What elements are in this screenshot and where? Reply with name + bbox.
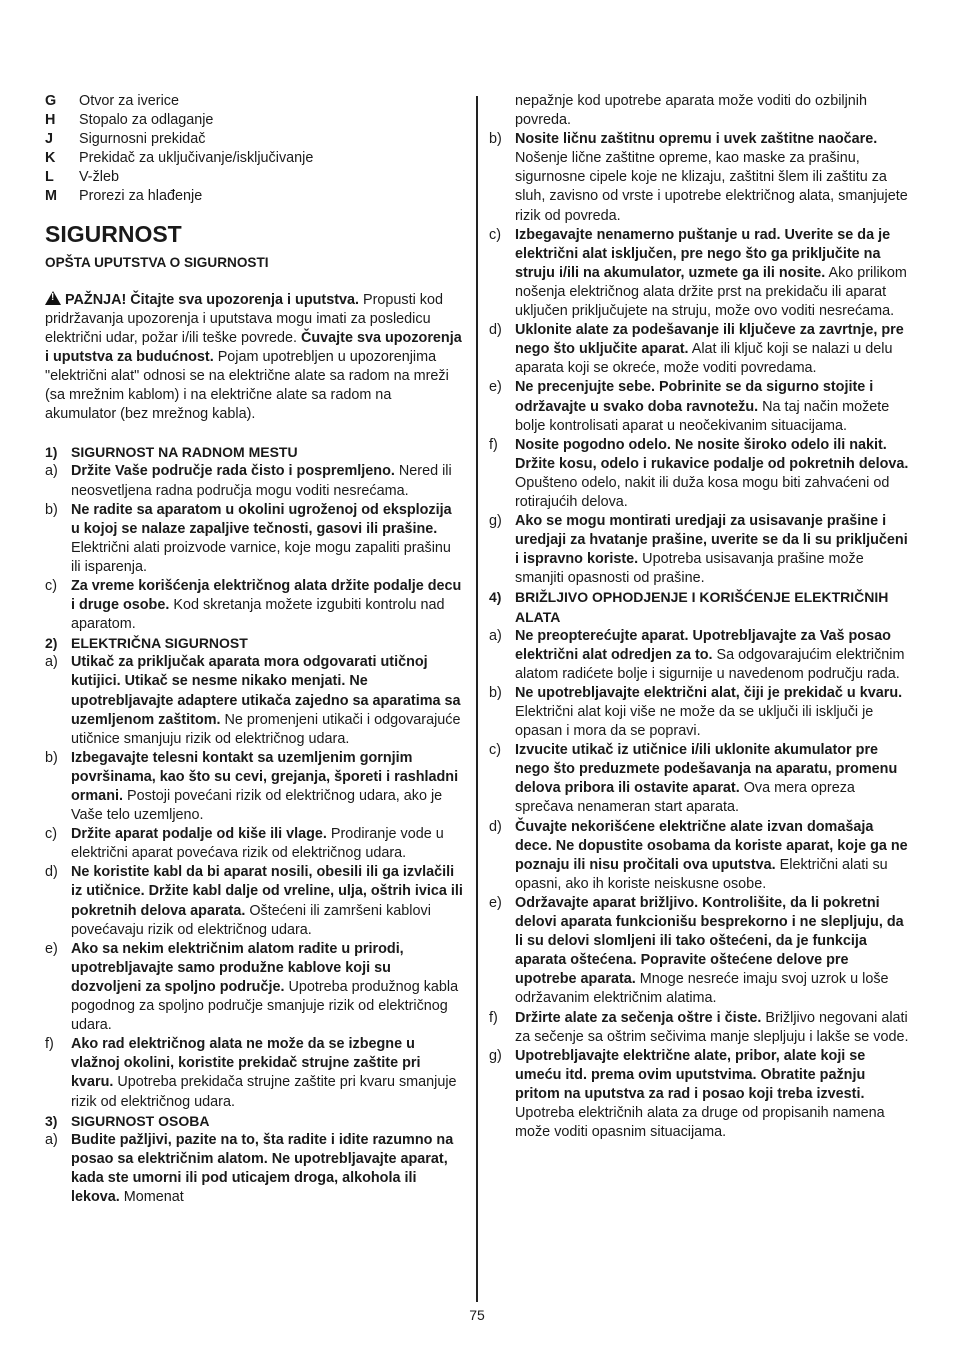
item-body-text: Kod skretanja možete izgubiti kontrolu nad aparatom. [71, 597, 445, 633]
heading-text: SIGURNOST NA RADNOM MESTU [71, 444, 298, 461]
legend-row [45, 92, 463, 111]
spacer [45, 424, 463, 443]
list-item [489, 130, 913, 225]
warning-bold-2: Čuvajte sva upozorenja i uputstva za budućnost. [45, 329, 462, 365]
legend-key: J [45, 131, 54, 148]
item-label: c) [45, 577, 57, 594]
legend-text: Prekidač za uključivanje/isključivanje [79, 150, 314, 167]
item-text [71, 863, 463, 939]
item-body-text: Ova mera opreza sprečava nenameran start aparata. [515, 780, 855, 816]
legend-row [45, 111, 463, 130]
list-item [45, 825, 463, 863]
item-text [515, 1047, 913, 1142]
legend-text: Otvor za iverice [79, 93, 179, 109]
item-body-text: Oštećeni ili zamršeni kablovi povećavaju rizik od električnog udara. [71, 902, 431, 938]
legend-key: H [45, 112, 56, 129]
item-label: a) [45, 463, 58, 480]
item-body-text: Upotreba produžnog kabla pogodnog za spoljno područje smanjuje rizik od električnog udara. [71, 978, 459, 1034]
warning-text-2: Pojam upotrebljen u upozorenjima "električni alat" odnosi se na električne alate sa radom na mreži (sa mrežnim kablom) i na električne alate sa radom na akumulator (bez mrežnog kabla). [45, 348, 449, 423]
item-label: b) [489, 131, 502, 148]
item-label: a) [489, 627, 502, 644]
item-text [515, 1009, 913, 1047]
list-item [45, 1035, 463, 1111]
item-text [71, 1035, 463, 1111]
item-body-text: Postoji povećani rizik od električnog udara, ako je Vaše telo uzemljeno. [71, 788, 443, 824]
item-label: d) [489, 818, 502, 835]
item-bold-text: Izvucite utikač iz utičnice i/ili uklonite akumulator pre nego što preduzmete podešavanja na aparatu, promenu delova pribora ili ostavite aparat. [515, 742, 898, 797]
list-item [489, 741, 913, 817]
list-item [489, 684, 913, 741]
legend-row [45, 130, 463, 149]
item-bold-text: Držirte alate za sečenja oštre i čiste. [515, 1009, 762, 1026]
item-label: e) [489, 379, 502, 396]
item-body-text: Prodiranje vode u električni aparat povećava rizik od električnog udara. [71, 826, 444, 862]
item-body-text: Upotreba električnih alata za druge od propisanih namena može voditi opasnim situacijama. [515, 1104, 885, 1141]
item-label: c) [489, 742, 501, 759]
item-label: a) [45, 1131, 58, 1148]
section-heading [45, 1112, 463, 1131]
item-body-text: Brižljivo negovani alati za sečenje sa oštrim sečivima manje slepljuju i lakše se vode. [515, 1009, 909, 1045]
list-item [45, 863, 463, 939]
item-text [515, 684, 913, 741]
item-label: e) [45, 940, 58, 957]
legend-row [45, 187, 463, 206]
warning-paragraph [45, 291, 463, 425]
legend-text: V-žleb [79, 169, 119, 186]
item-body-text: Električni alati su opasni, ako ih koriste neiskusne osobe. [515, 856, 888, 892]
item-bold-text: Ako sa nekim električnim alatom radite u prirodi, upotrebljavajte samo produžne kablove koji su dozvoljeni za spoljno područje. [71, 940, 404, 995]
item-bold-text: Upotrebljavajte električne alate, pribor, alate koji se umeću itd. prema ovim uputstvima. Obratite pažnju pritom na uputstva za rad i posao koji treba izvesti. [515, 1047, 866, 1102]
item-text [515, 627, 913, 684]
item-label: a) [45, 654, 58, 671]
item-body-text: Na taj način možete bolje kontrolisati aparat u neočekivanim situacijama. [515, 398, 890, 434]
list-item [489, 512, 913, 588]
item-text [515, 130, 913, 225]
item-label: b) [489, 684, 502, 701]
item-text [71, 940, 463, 1035]
item-body-text: Ako prilikom nošenja električnog alata držite prst na prekidaču ili aparat uključen priključujete na struju, može ovo voditi nesrećama. [515, 264, 907, 320]
continued-item [489, 92, 913, 130]
heading-number: 4) [489, 589, 502, 606]
item-body-text: Električni alat koji više ne može da se uključi ili isključi je opasan i mora da se popravi. [515, 704, 874, 740]
item-bold-text: Izbegavajte nenamerno puštanje u rad. Uverite se da je električni alat isključen, pre nego što ga priključite na struju i/ili na akumulator, uzmete ga ili nosite. [515, 226, 891, 281]
item-label: g) [489, 1047, 502, 1064]
item-label: d) [45, 864, 58, 881]
item-label: f) [489, 1009, 498, 1026]
warning-bold-1: PAŽNJA! Čitajte sva upozorenja i uputstva. [65, 291, 359, 308]
legend-text: Sigurnosni prekidač [79, 131, 206, 148]
list-item [45, 1131, 463, 1207]
list-item [489, 226, 913, 321]
section-heading [489, 588, 913, 626]
section-subtitle: OPŠTA UPUTSTVA O SIGURNOSTI [45, 254, 269, 270]
item-bold-text: Uklonite alate za podešavanje ili ključeve za zavrtnje, pre nego što uključite aparat. [515, 322, 904, 358]
section-heading [45, 443, 463, 462]
column-divider [476, 96, 478, 1302]
item-label: b) [45, 501, 58, 518]
item-body-text: Nered ili neosvetljena radna područja mogu voditi nesrećama. [71, 463, 452, 499]
item-text [71, 825, 463, 863]
list-item [489, 378, 913, 435]
page-number: 75 [469, 1307, 485, 1323]
item-text [515, 741, 913, 817]
item-label [489, 92, 515, 130]
legend-row [45, 149, 463, 168]
heading-number: 1) [45, 444, 58, 461]
list-item [45, 940, 463, 1035]
item-body-text: Opušteno odelo, nakit ili duža kosa mogu biti zahvaćeni od rotirajućih delova. [515, 474, 890, 510]
item-bold-text: Izbegavajte telesni kontakt sa uzemljenim gornjim površinama, kao što su cevi, grejanja, šporeti i rashladni ormani. [71, 749, 459, 804]
item-text [515, 436, 913, 512]
heading-number: 2) [45, 635, 58, 652]
item-body-text: Ne promenjeni utikači i odgovarajuće utičnice smanjuju rizik od električnog udara. [71, 711, 461, 747]
heading-text: SIGURNOST OSOBA [71, 1112, 210, 1129]
heading-text: ELEKTRIČNA SIGURNOST [71, 635, 248, 652]
item-text [71, 501, 463, 577]
item-body-text: Nošenje lične zaštitne opreme, kao maske za prašinu, sigurnosne cipele koje ne klizaju, zaštitni šlem ili zaštitu za sluh, zavisno od vrste i upotrebe električnog alata, smanjujete rizik od povreda. [515, 150, 908, 224]
item-body-text: Sa odgovarajućim električnim alatom radićete bolje i sigurnije u navedenom području rada. [515, 646, 905, 682]
item-label: c) [45, 826, 57, 843]
item-bold-text: Držite Vaše područje rada čisto i pospremljeno. [71, 463, 395, 480]
parts-legend [45, 92, 463, 207]
item-bold-text: Održavajte aparat brižljivo. Kontrolišite, da li pokretni delovi aparata funkcionišu besprekorno i ne slepljuju, da li su delovi slomljeni ili tako oštećeni, da je funkcija aparata oštećena. Popravite oštećene delove pre upotrebe aparata. [515, 894, 904, 988]
item-body-text: Upotreba usisavanja prašine može smanjiti opasnosti od prašine. [515, 551, 864, 587]
list-item [489, 818, 913, 894]
legend-key: K [45, 150, 56, 167]
item-body-text: Momenat [119, 1188, 184, 1205]
item-bold-text: Utikač za priključak aparata mora odgovarati utičnoj kutijici. Utikač se nesme nikako menjati. Ne upotrebljavajte adaptere utikača zajedno sa aparatima sa uzemljenom zaštitom. [71, 654, 461, 728]
item-bold-text: Budite pažljivi, pazite na to, šta radite i idite razumno na posao sa električnim alatom. Ne upotrebljavajte aparat, kada ste umorni ili pod uticajem droga, alkohola ili lekova. [71, 1131, 454, 1205]
warning-triangle-icon: ! [45, 291, 61, 305]
item-body-text: Upotreba prekidača strujne zaštite pri kvaru smanjuje rizik od električnog udara. [71, 1074, 457, 1110]
item-text [71, 577, 463, 634]
item-label: e) [489, 894, 502, 911]
right-column [489, 92, 913, 1142]
item-bold-text: Ne precenjujte sebe. Pobrinite se da sigurno stojite i održavajte u svako doba ravnotežu. [515, 379, 874, 415]
item-body-text: Alat ili ključ koji se nalazi u delu aparata koji se okreće, može voditi povredama. [515, 341, 893, 377]
item-bold-text: Za vreme korišćenja električnog alata držite podalje decu i druge osobe. [71, 577, 462, 614]
list-item [45, 462, 463, 500]
item-text [515, 92, 913, 130]
legend-key: L [45, 169, 54, 186]
item-text [71, 749, 463, 825]
section-title: SIGURNOST [45, 220, 182, 247]
item-label: d) [489, 322, 502, 339]
legend-text: Prorezi za hlađenje [79, 188, 203, 205]
left-column [45, 92, 463, 1207]
list-item [45, 749, 463, 825]
item-body-text: nepažnje kod upotrebe aparata može voditi do ozbiljnih povreda. [515, 93, 868, 129]
item-text [71, 1131, 463, 1207]
item-bold-text: Ne preopterećujte aparat. Upotrebljavajte za Vaš posao električni alat odredjen za to. [515, 627, 891, 663]
item-bold-text: Ako se mogu montirati uredjaji za usisavanje prašine i uredjaji za hvatanje prašine, uverite se da li su priključeni i ispravno koriste. [515, 513, 908, 568]
item-bold-text: Držite aparat podalje od kiše ili vlage. [71, 826, 327, 843]
list-item [489, 1009, 913, 1047]
item-bold-text: Ne upotrebljavajte električni alat, čiji je prekidač u kvaru. [515, 684, 903, 701]
item-text [515, 512, 913, 588]
item-text [515, 818, 913, 894]
list-item [45, 577, 463, 634]
item-body-text: Mnoge nesreće imaju svoj uzrok u loše održavanim električnim alatima. [515, 971, 889, 1007]
heading-text: BRIŽLJIVO OPHODJENJE I KORIŠĆENJE ELEKTRIČNIH ALATA [515, 589, 889, 625]
list-item [45, 501, 463, 577]
warning-text-1: Propusti kod pridržavanja upozorenja i uputstava mogu imati za posledicu električni udar, požar i/ili teške povrede. [45, 291, 443, 346]
item-text [515, 226, 913, 321]
item-label: c) [489, 226, 501, 243]
item-label: f) [45, 1036, 54, 1053]
list-item [489, 894, 913, 1009]
item-bold-text: Nosite pogodno odelo. Ne nosite široko odelo ili nakit. Držite kosu, odelo i rukavice podalje od pokretnih delova. [515, 436, 909, 472]
item-bold-text: Ne radite sa aparatom u okolini ugroženoj od eksplozija u kojoj se nalaze zapaljive tečnosti, gasovi ili prašine. [71, 501, 452, 537]
item-text [515, 894, 913, 1009]
item-text [515, 321, 913, 378]
item-bold-text: Nosite ličnu zaštitnu opremu i uvek zaštitne naočare. [515, 131, 878, 148]
legend-key: G [45, 93, 57, 109]
item-label: f) [489, 436, 498, 453]
legend-key: M [45, 188, 57, 205]
item-label: g) [489, 513, 502, 530]
item-label: b) [45, 749, 58, 766]
list-item [489, 321, 913, 378]
item-bold-text: Ne koristite kabl da bi aparat nosili, obesili ili ga izvlačili iz utičnice. Držite kabl dalje od vreline, ulja, oštrih ivica ili pokretnih delova aparata. [71, 864, 463, 919]
list-item [489, 1047, 913, 1142]
list-item [489, 436, 913, 512]
list-item [489, 627, 913, 684]
heading-number: 3) [45, 1112, 58, 1129]
left-instructions [45, 443, 463, 1207]
item-text [71, 653, 463, 748]
right-instructions [489, 92, 913, 1142]
item-body-text: Električni alati proizvode varnice, koje mogu zapaliti prašinu ili isparenja. [71, 539, 451, 575]
legend-text: Stopalo za odlaganje [79, 112, 214, 129]
item-text [71, 462, 463, 500]
item-bold-text: Ako rad električnog alata ne može da se izbegne u vlažnoj okolini, koristite prekidač strujne zaštite pri kvaru. [71, 1036, 421, 1091]
item-bold-text: Čuvajte nekorišćene električne alate izvan domašaja dece. Ne dopustite osobama da koriste aparat, koje ga ne poznaju ili nisu pročitali ova uputstva. [515, 818, 908, 873]
section-heading [45, 634, 463, 653]
item-text [515, 378, 913, 435]
list-item [45, 653, 463, 748]
legend-row [45, 168, 463, 187]
